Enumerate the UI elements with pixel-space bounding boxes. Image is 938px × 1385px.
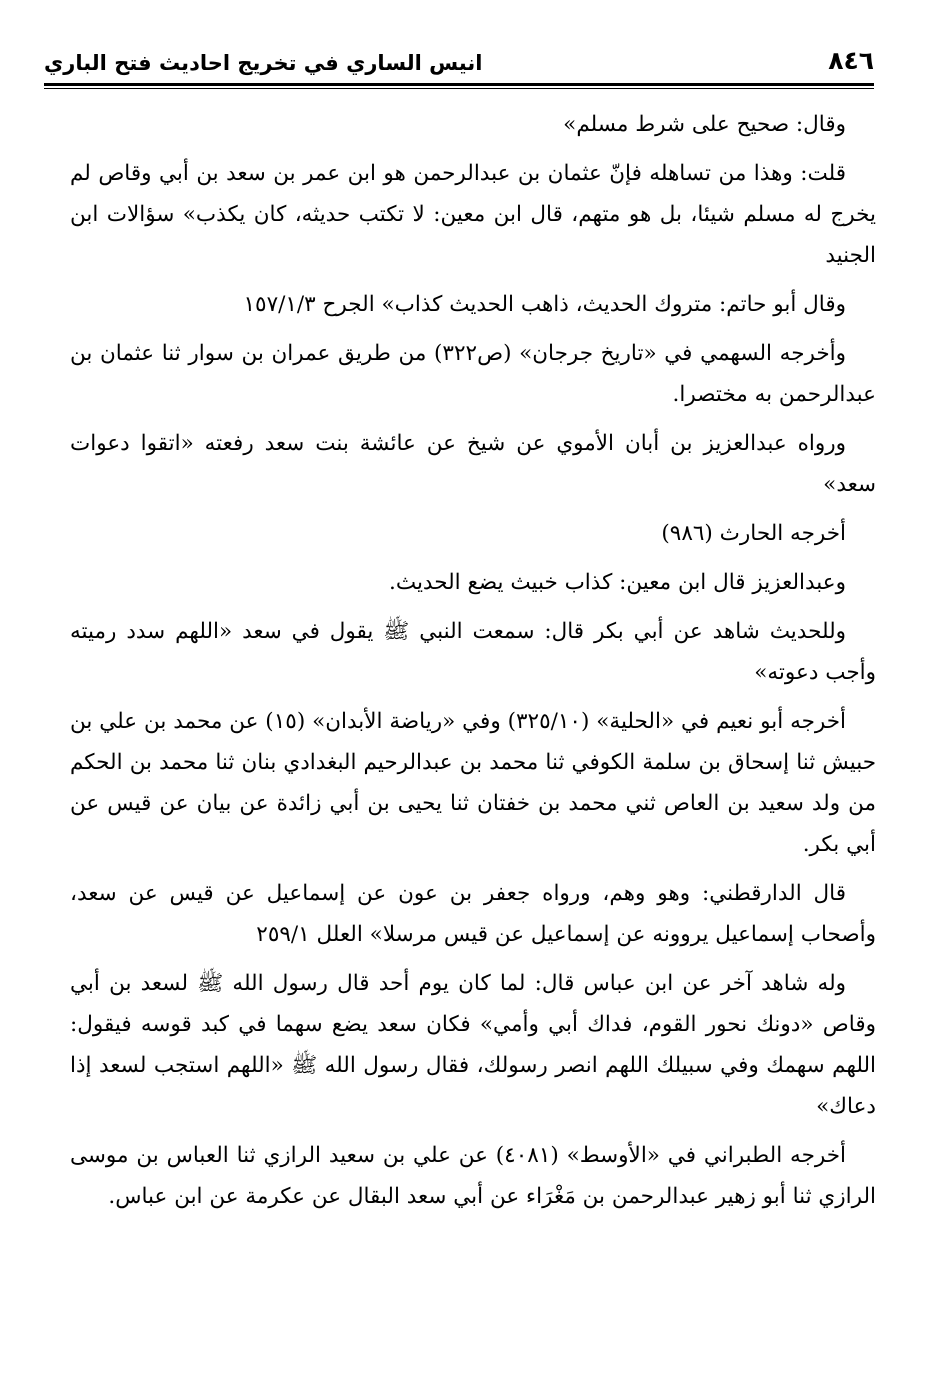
running-title: انيس الساري في تخريج احاديث فتح الباري xyxy=(44,51,483,75)
paragraph: وله شاهد آخر عن ابن عباس قال: لما كان يوم أحد قال رسول الله ﷺ لسعد بن أبي وقاص «دونك نحور القوم، فداك أبي وأمي» فكان سعد يضع سهما في كبد قوسه فيقول: اللهم سهمك وفي سبيلك اللهم انصر رسولك، فقال رسول الله ﷺ «اللهم استجب لسعد إذا دعاك» xyxy=(70,971,876,1119)
paragraph: وللحديث شاهد عن أبي بكر قال: سمعت النبي ﷺ يقول في سعد «اللهم سدد رميته وأجب دعوته» xyxy=(70,619,876,685)
paragraph: ورواه عبدالعزيز بن أبان الأموي عن شيخ عن عائشة بنت سعد رفعته «اتقوا دعوات سعد» xyxy=(70,431,876,497)
paragraph: وأخرجه السهمي في «تاريخ جرجان» (ص٣٢٢) من طريق عمران بن سوار ثنا عثمان بن عبدالرحمن به مختصرا. xyxy=(70,341,876,407)
paragraph: قال الدارقطني: وهو وهم، ورواه جعفر بن عون عن إسماعيل عن قيس عن سعد، وأصحاب إسماعيل يروونه عن إسماعيل عن قيس مرسلا» العلل ٢٥٩/١ xyxy=(70,881,876,947)
paragraph: وعبدالعزيز قال ابن معين: كذاب خبيث يضع الحديث. xyxy=(389,570,846,595)
paragraph: أخرجه الطبراني في «الأوسط» (٤٠٨١) عن علي بن سعيد الرازي ثنا العباس بن موسى الرازي ثنا أبو زهير عبدالرحمن بن مَغْرَاء عن أبي سعد البقال عن عكرمة عن ابن عباس. xyxy=(70,1143,876,1209)
paragraph: قلت: وهذا من تساهله فإنّ عثمان بن عبدالرحمن هو ابن عمر بن سعد بن أبي وقاص لم يخرج له مسلم شيئا، بل هو متهم، قال ابن معين: لا تكتب حديثه، كان يكذب» سؤالات ابن الجنيد xyxy=(70,161,876,268)
page-number: ٨٤٦ xyxy=(828,46,874,75)
header-rule xyxy=(44,83,874,89)
paragraph: وقال: صحيح على شرط مسلم» xyxy=(563,112,846,137)
page-header xyxy=(44,42,874,82)
main-text xyxy=(70,104,876,1225)
paragraph: أخرجه أبو نعيم في «الحلية» (٣٢٥/١٠) وفي «رياضة الأبدان» (١٥) عن محمد بن علي بن حبيش ثنا إسحاق بن سلمة الكوفي ثنا محمد بن عبدالرحيم البغدادي بنان ثنا محمد بن الحكم من ولد سعيد بن العاص ثني محمد بن خفتان ثنا يحيى بن أبي زائدة عن بيان عن قيس عن أبي بكر. xyxy=(70,709,876,857)
paragraph: وقال أبو حاتم: متروك الحديث، ذاهب الحديث كذاب» الجرح ١٥٧/١/٣ xyxy=(243,292,846,317)
paragraph: أخرجه الحارث (٩٨٦) xyxy=(661,521,846,546)
